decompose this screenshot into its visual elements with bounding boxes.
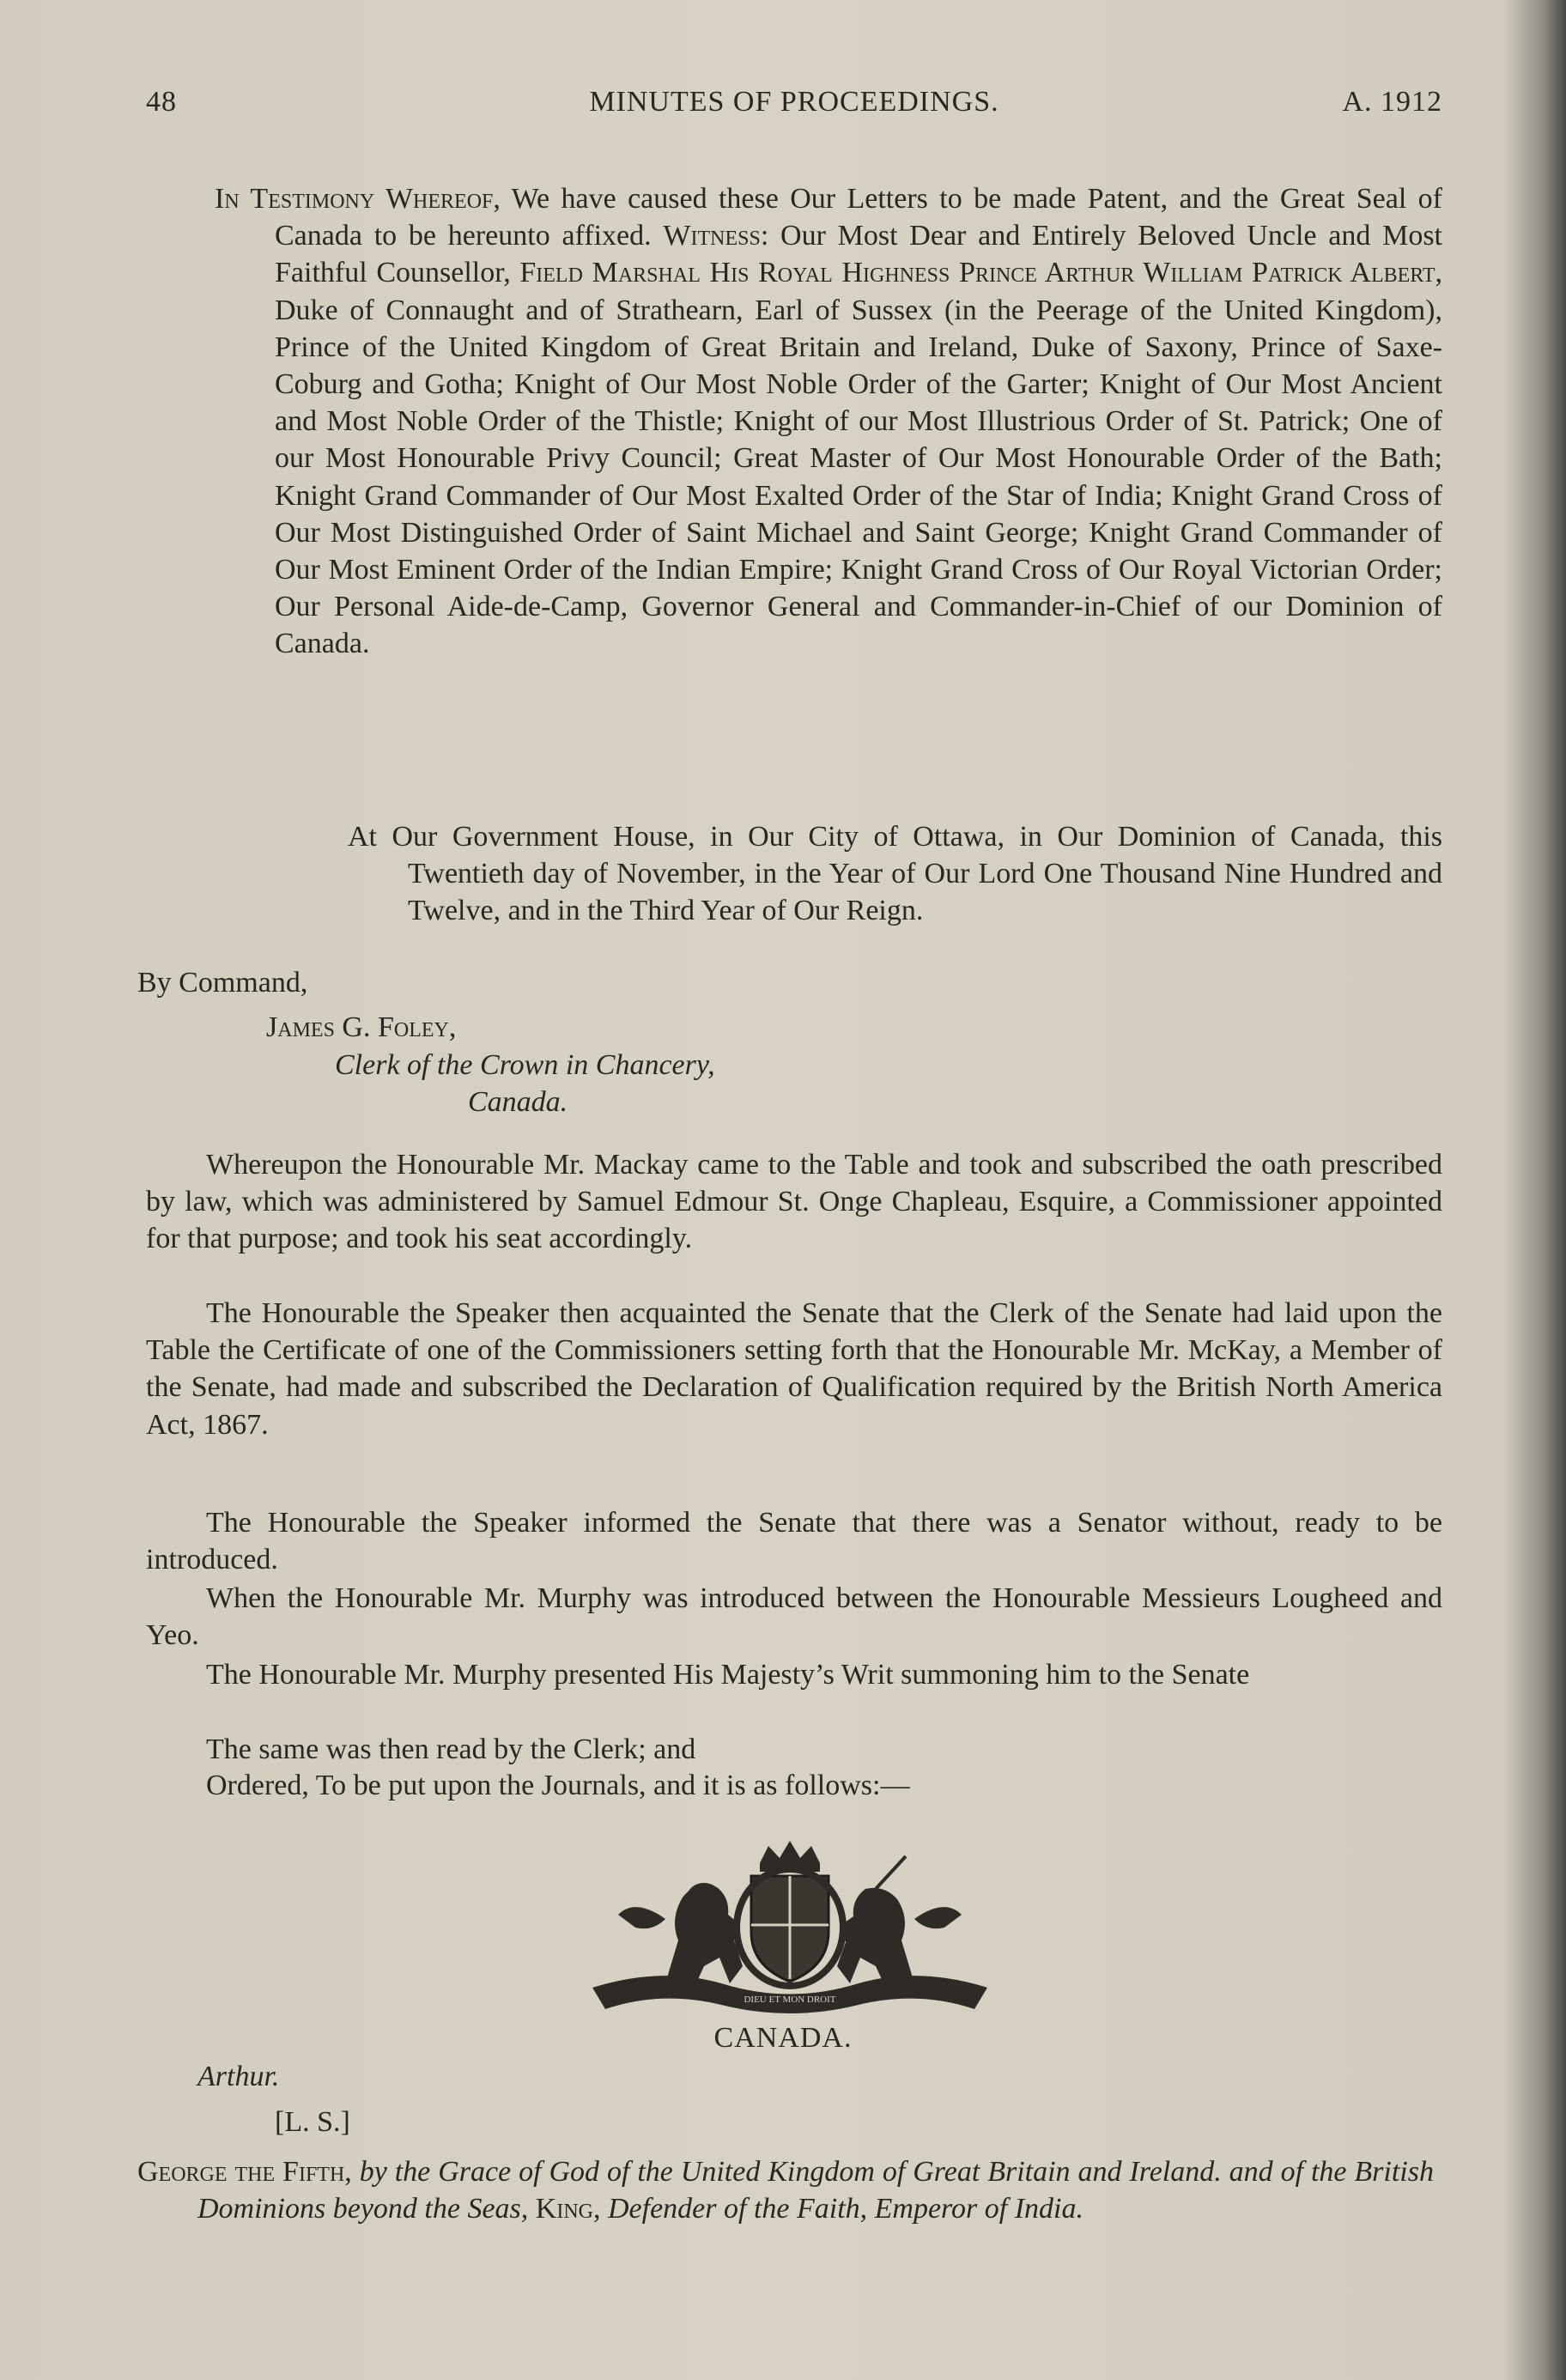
page-year: A. 1912	[1342, 86, 1442, 118]
royal-coat-of-arms-icon	[584, 1837, 996, 2018]
page-header	[146, 86, 1442, 129]
page-number: 48	[146, 86, 177, 118]
signatory-country: Canada.	[468, 1086, 568, 1118]
george-proclamation	[137, 2153, 1434, 2227]
paragraph-certificate: The Honourable the Speaker then acquainted the Senate that the Clerk of the Senate had laid upon the Table the Certificate of one of the Commissioners setting forth that the Honourable Mr. McKay, a Member of the Senate, had made and subscribed the Declaration of Qualification required by the British North America Act, 1867.	[146, 1297, 1442, 1441]
king-label: King,	[535, 2193, 601, 2225]
witness-label: Witness	[663, 220, 761, 252]
crest-motto: DIEU ET MON DROIT	[744, 1994, 836, 2005]
king-name: George the Fifth,	[137, 2156, 352, 2188]
paragraph-ordered: Ordered, To be put upon the Journals, and it is as follows:—	[206, 1770, 910, 1801]
by-command: By Command,	[137, 967, 308, 999]
canada-heading: CANADA.	[713, 2022, 853, 2054]
paragraph-oath: Whereupon the Honourable Mr. Mackay came to the Table and took and subscribed the oath prescribed by law, which was administered by Samuel Edmour St. Onge Chapleau, Esquire, a Commissioner appointed for that purpose; and took his seat accordingly.	[146, 1149, 1442, 1255]
seal-mark: [L. S.]	[275, 2106, 350, 2138]
george-text-2: Defender of the Faith, Emperor of India.	[600, 2193, 1083, 2225]
government-house-paragraph: At Our Government House, in Our City of Ottawa, in Our Dominion of Canada, this Twentieth day of November, in the Year of Our Lord One Thousand Nine Hundred and Twelve, and in the Third Year of Our Reign.	[348, 821, 1442, 927]
paragraph-senator-without: The Honourable the Speaker informed the Senate that there was a Senator without, ready to be introduced.	[146, 1507, 1442, 1576]
arthur-signature: Arthur.	[197, 2061, 280, 2092]
paragraph-introduced: When the Honourable Mr. Murphy was introduced between the Honourable Messieurs Lougheed and Yeo.	[146, 1582, 1442, 1652]
signatory-title: Clerk of the Crown in Chancery,	[335, 1049, 715, 1081]
prince-name: Field Marshal His Royal Highness Prince Arthur William Patrick Albert,	[519, 257, 1442, 289]
testimony-paragraph	[215, 180, 1442, 663]
testimony-text-2: : Our Most Dear and Entirely Beloved Uncle and Most Faithful Counsellor,	[275, 220, 1442, 289]
page-title: MINUTES OF PROCEEDINGS.	[589, 86, 999, 118]
george-text: by the Grace of God of the United Kingdom of Great Britain and Ireland. and of the British Dominions beyond the Seas,	[197, 2156, 1434, 2225]
testimony-text-3: Duke of Connaught and of Strathearn, Earl of Sussex (in the Peerage of the United Kingdom), Prince of the United Kingdom of Great Britain and Ireland, Duke of Saxony, Prince of Saxe-Coburg and Gotha; Knight of Our Most Noble Order of the Garter; Knight of Our Most Ancient and Most Noble Order of the Thistle; Knight of our Most Illustrious Order of St. Patrick; One of our Most Honourable Privy Council; Great Master of Our Most Honourable Order of the Bath; Knight Grand Commander of Our Most Exalted Order of the Star of India; Knight Grand Cross of Our Most Distinguished Order of Saint Michael and Saint George; Knight Grand Commander of Our Most Eminent Order of the Indian Empire; Knight Grand Cross of Our Royal Victorian Order; Our Personal Aide-de-Camp, Governor General and Commander-in-Chief of our Dominion of Canada.	[275, 294, 1442, 660]
testimony-lead: In Testimony Whereof,	[215, 183, 501, 215]
signatory-name: James G. Foley,	[266, 1011, 457, 1043]
paragraph-writ: The Honourable Mr. Murphy presented His Majesty’s Writ summoning him to the Senate	[206, 1659, 1250, 1691]
testimony-text-1: We have caused these Our Letters to be made Patent, and the Great Seal of Canada to be hereunto affixed.	[275, 183, 1442, 252]
paragraph-read: The same was then read by the Clerk; and	[206, 1733, 696, 1765]
